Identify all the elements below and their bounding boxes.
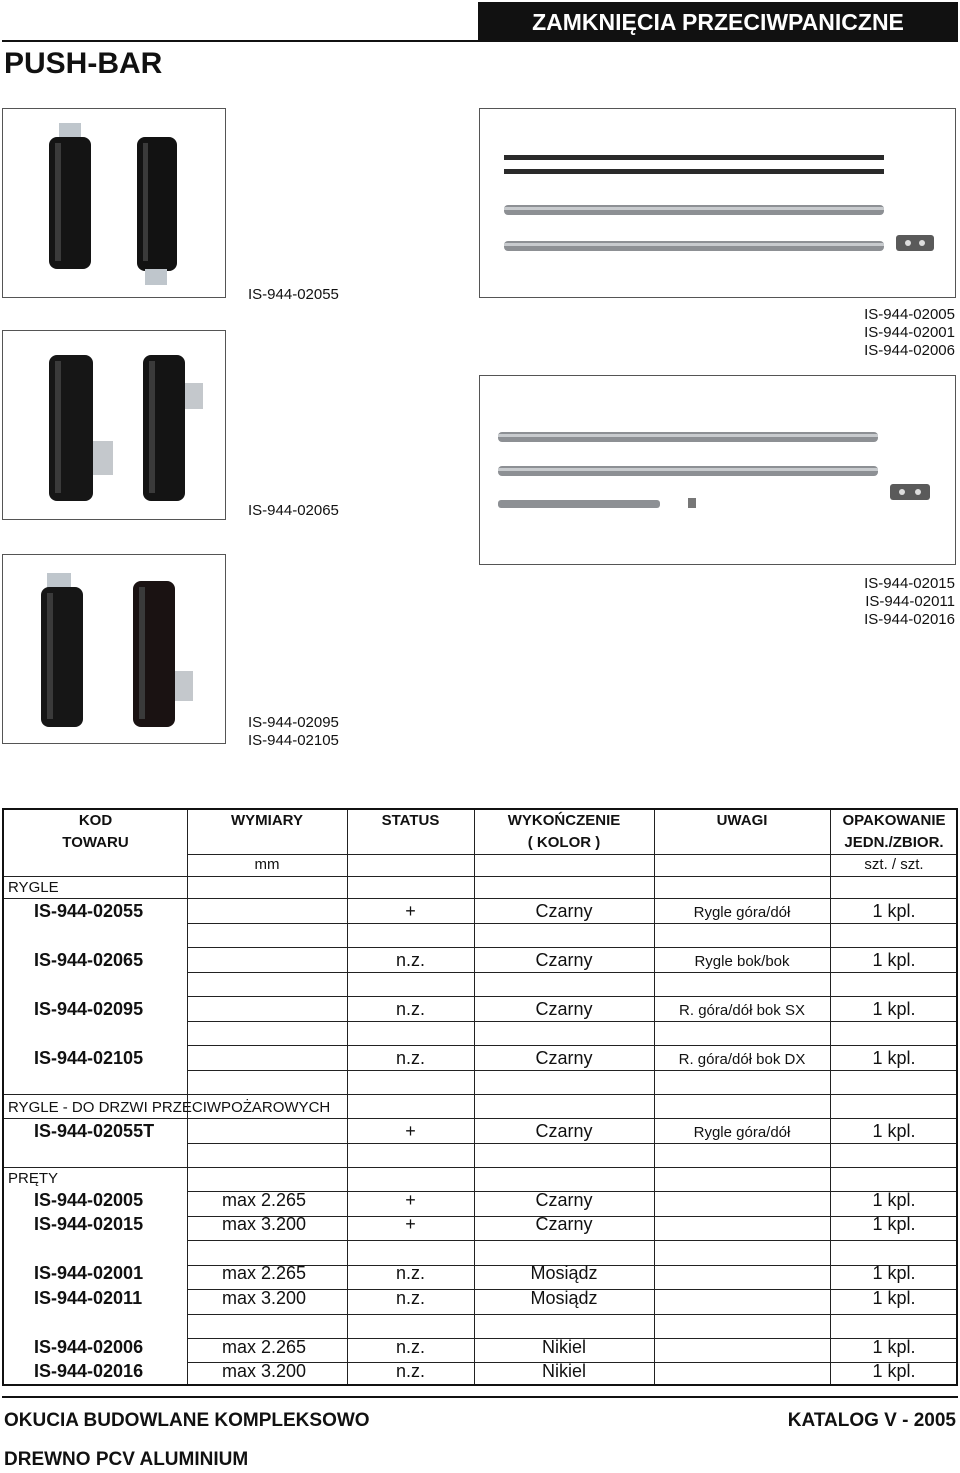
finish: Czarny	[535, 1121, 593, 1141]
photo-caption	[248, 714, 339, 750]
packaging: 1 kpl.	[872, 999, 916, 1019]
row-divider	[187, 1314, 956, 1315]
photo-caption	[760, 306, 955, 360]
section-rygle-drzwi: RYGLE - DO DRZWI PRZECIWPOŻAROWYCH	[8, 1099, 331, 1116]
packaging: 1 kpl.	[872, 1337, 916, 1357]
finish: Nikiel	[541, 1361, 586, 1381]
rods-image	[480, 109, 955, 297]
header-wymiary: WYMIARY	[231, 812, 303, 829]
header-line: OPAKOWANIE	[842, 812, 946, 829]
finish: Mosiądz	[530, 1288, 598, 1308]
packaging: 1 kpl.	[872, 1361, 916, 1381]
footer-materials: DREWNO PCV ALUMINIUM	[4, 1449, 249, 1470]
finish: Czarny	[535, 901, 593, 921]
section-banner: ZAMKNIĘCIA PRZECIWPANICZNE	[478, 2, 958, 42]
product-code: IS-944-02001	[34, 1263, 144, 1283]
packaging: 1 kpl.	[872, 1263, 916, 1283]
finish: Czarny	[535, 1048, 593, 1068]
footer-company: OKUCIA BUDOWLANE KOMPLEKSOWO	[4, 1410, 370, 1431]
packaging: 1 kpl.	[872, 1214, 916, 1234]
status: n.z.	[395, 1048, 425, 1068]
caption-line: IS-944-02001	[864, 324, 955, 341]
note: Rygle góra/dół	[693, 1124, 791, 1141]
lock-body-image	[3, 331, 225, 519]
caption-line: IS-944-02105	[248, 732, 339, 749]
status: n.z.	[395, 1288, 425, 1308]
caption-line: IS-944-02005	[864, 306, 955, 323]
dimension: max 3.200	[222, 1361, 307, 1381]
finish: Czarny	[535, 1190, 593, 1210]
status: n.z.	[395, 1361, 425, 1381]
finish: Czarny	[535, 1214, 593, 1234]
product-code: IS-944-02006	[34, 1337, 144, 1357]
dimension: max 2.265	[222, 1190, 307, 1210]
photo-caption	[760, 575, 955, 629]
header-line: WYKOŃCZENIE	[507, 812, 621, 829]
caption-line: IS-944-02016	[864, 611, 955, 628]
header-finish	[474, 810, 654, 854]
row-divider	[187, 1070, 956, 1071]
product-table	[2, 808, 958, 1386]
row-divider	[4, 898, 956, 899]
status: +	[405, 1214, 416, 1234]
dimension: max 2.265	[222, 1337, 307, 1357]
product-code: IS-944-02055	[34, 901, 144, 921]
row-divider	[187, 996, 956, 997]
note: R. góra/dół bok DX	[678, 1051, 806, 1068]
row-divider	[4, 1167, 956, 1168]
row-divider	[4, 876, 956, 877]
packaging: 1 kpl.	[872, 1048, 916, 1068]
finish: Czarny	[535, 999, 593, 1019]
product-photo-rods-2	[479, 375, 956, 565]
header-line: TOWARU	[62, 834, 129, 851]
header-kod	[4, 810, 187, 854]
caption-line: IS-944-02095	[248, 714, 339, 731]
product-photo-02095	[2, 554, 226, 744]
product-code: IS-944-02065	[34, 950, 144, 970]
lock-body-image	[3, 109, 225, 297]
header-divider	[2, 40, 480, 42]
status: n.z.	[395, 999, 425, 1019]
status: n.z.	[395, 950, 425, 970]
lock-body-image	[3, 555, 225, 743]
product-code: IS-944-02055T	[34, 1121, 155, 1141]
product-photo-02055	[2, 108, 226, 298]
status: n.z.	[395, 1263, 425, 1283]
product-code: IS-944-02015	[34, 1214, 144, 1234]
note: Rygle góra/dół	[693, 904, 791, 921]
row-divider	[187, 1240, 956, 1241]
packaging: 1 kpl.	[872, 1190, 916, 1210]
finish: Mosiądz	[530, 1263, 598, 1283]
row-divider	[187, 1045, 956, 1046]
product-code: IS-944-02016	[34, 1361, 144, 1381]
header-packaging	[830, 810, 958, 876]
product-code: IS-944-02005	[34, 1190, 144, 1210]
header-notes: UWAGI	[716, 812, 768, 829]
header-line: JEDN./ZBIOR.	[844, 834, 944, 851]
packaging: 1 kpl.	[872, 901, 916, 921]
packaging: 1 kpl.	[872, 1121, 916, 1141]
row-divider	[187, 923, 956, 924]
section-prety: PRĘTY	[8, 1170, 59, 1187]
product-photo-02065	[2, 330, 226, 520]
row-divider	[187, 947, 956, 948]
footer-catalog: KATALOG V - 2005	[787, 1410, 956, 1431]
dimension: max 2.265	[222, 1263, 307, 1283]
status: +	[405, 1190, 416, 1210]
rods-image	[480, 376, 955, 564]
dimension: max 3.200	[222, 1288, 307, 1308]
caption-line: IS-944-02011	[865, 593, 955, 610]
column-divider	[187, 810, 188, 1384]
row-divider	[187, 972, 956, 973]
row-divider	[187, 1143, 956, 1144]
note: R. góra/dół bok SX	[679, 1002, 805, 1019]
packaging: 1 kpl.	[872, 950, 916, 970]
dimension: max 3.200	[222, 1214, 307, 1234]
row-divider	[4, 1094, 956, 1095]
section-rygle: RYGLE	[8, 879, 59, 896]
header-unit: mm	[254, 856, 280, 873]
column-divider	[654, 810, 655, 1384]
row-divider	[187, 1021, 956, 1022]
packaging: 1 kpl.	[872, 1288, 916, 1308]
status: +	[405, 901, 416, 921]
finish: Czarny	[535, 950, 593, 970]
note: Rygle bok/bok	[694, 953, 790, 970]
caption-line: IS-944-02006	[864, 342, 955, 359]
product-code: IS-944-02095	[34, 999, 144, 1019]
status: +	[405, 1121, 416, 1141]
row-divider	[4, 1118, 956, 1119]
footer-divider	[2, 1396, 958, 1398]
header-line: szt. / szt.	[864, 856, 924, 873]
page-title: PUSH-BAR	[4, 47, 163, 80]
photo-caption: IS-944-02065	[248, 502, 339, 519]
caption-line: IS-944-02015	[864, 575, 955, 592]
status: n.z.	[395, 1337, 425, 1357]
finish: Nikiel	[541, 1337, 586, 1357]
header-status: STATUS	[381, 812, 440, 829]
product-code: IS-944-02105	[34, 1048, 144, 1068]
header-line: ( KOLOR )	[527, 834, 601, 851]
product-code: IS-944-02011	[34, 1288, 143, 1308]
photo-caption: IS-944-02055	[248, 286, 339, 303]
header-line: KOD	[78, 812, 113, 829]
product-photo-rods-1	[479, 108, 956, 298]
